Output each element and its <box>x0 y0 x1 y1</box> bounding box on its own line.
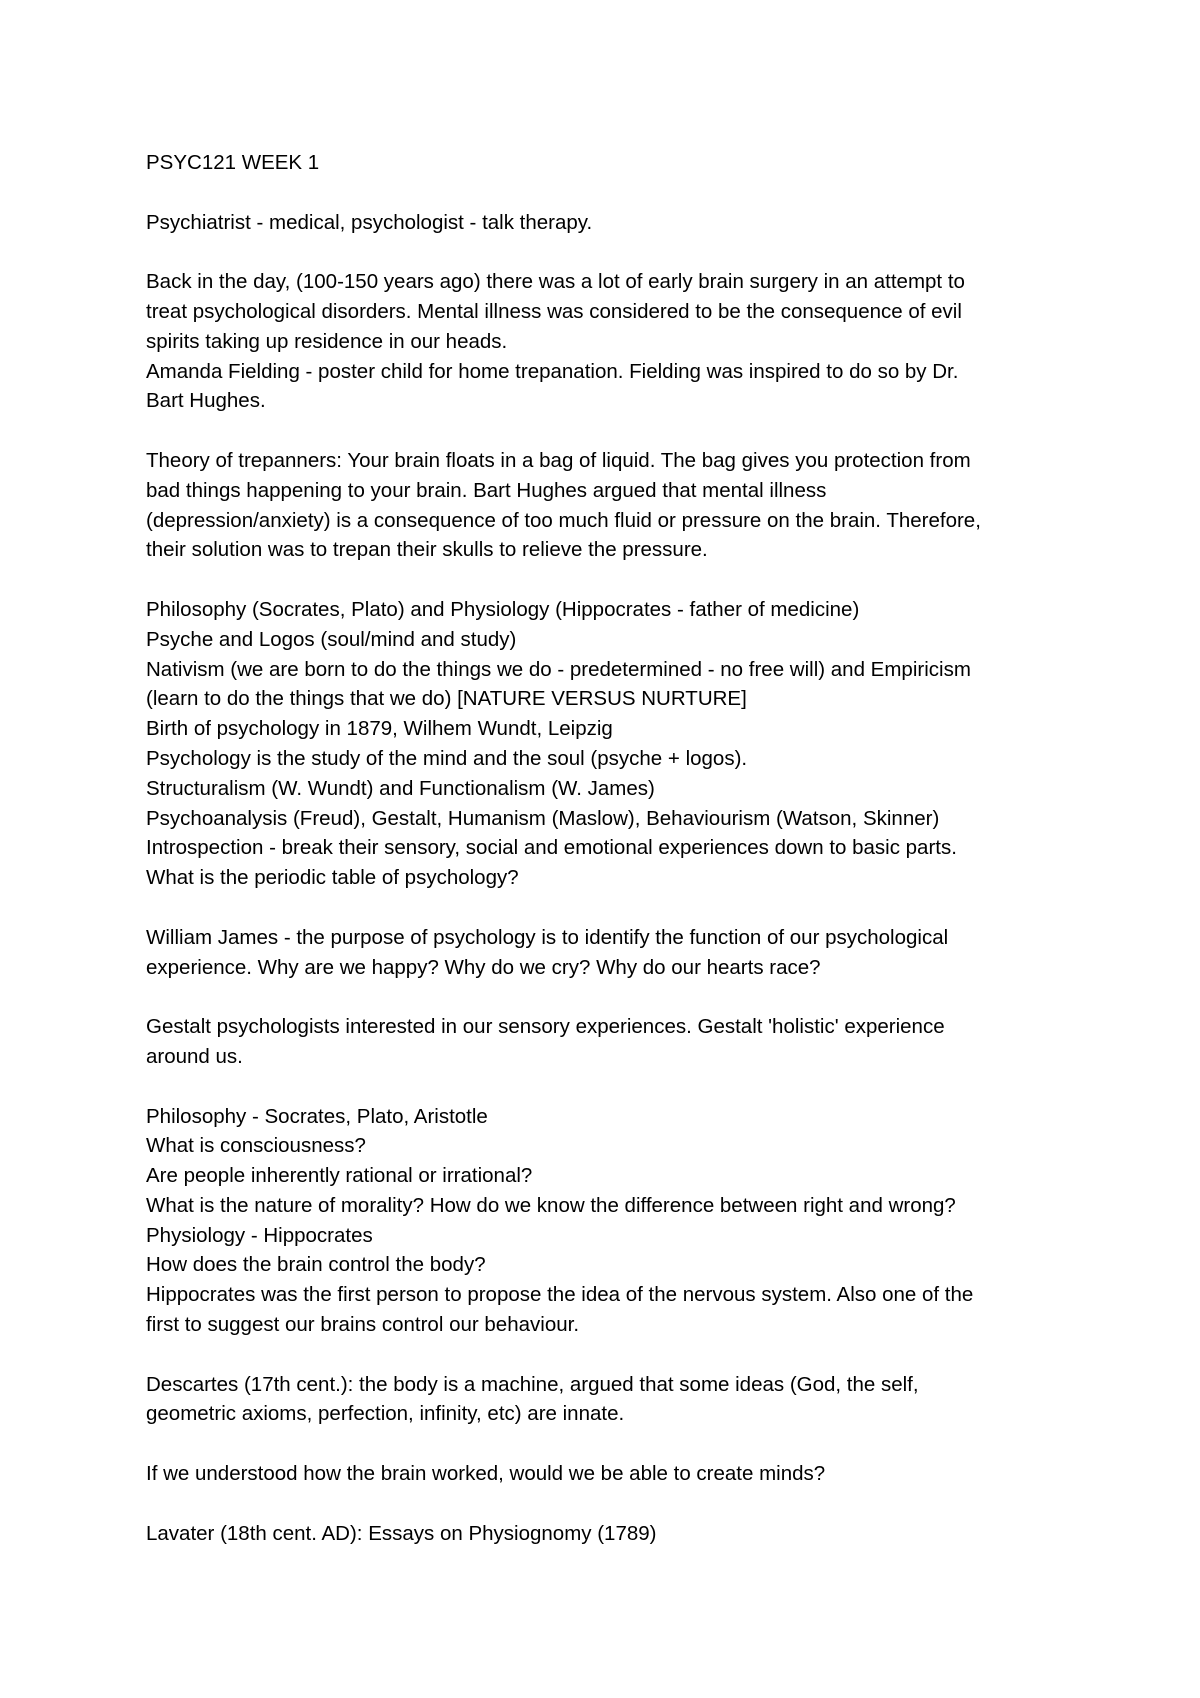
text-line: geometric axioms, perfection, infinity, etc) are innate. <box>146 1402 625 1426</box>
text-line: Psyche and Logos (soul/mind and study) <box>146 627 517 651</box>
paragraph <box>146 595 1076 893</box>
text-line: Nativism (we are born to do the things we do - predetermined - no free will) and Empiricism <box>146 657 971 681</box>
paragraph-spacer <box>146 1429 1076 1459</box>
text-line: Gestalt psychologists interested in our sensory experiences. Gestalt 'holistic' experience <box>146 1015 945 1039</box>
paragraph-spacer <box>146 893 1076 923</box>
text-line: Theory of trepanners: Your brain floats in a bag of liquid. The bag gives you protection from <box>146 448 971 472</box>
text-line: Psychoanalysis (Freud), Gestalt, Humanism (Maslow), Behaviourism (Watson, Skinner) <box>146 806 940 830</box>
text-line: Lavater (18th cent. AD): Essays on Physiognomy (1789) <box>146 1521 657 1545</box>
text-line: How does the brain control the body? <box>146 1253 486 1277</box>
text-line: treat psychological disorders. Mental illness was considered to be the consequence of evil <box>146 299 962 323</box>
text-line: William James - the purpose of psychology is to identify the function of our psychological <box>146 925 949 949</box>
text-line: Back in the day, (100-150 years ago) there was a lot of early brain surgery in an attempt to <box>146 270 965 294</box>
text-line: Structuralism (W. Wundt) and Functionalism (W. James) <box>146 776 655 800</box>
paragraph-spacer <box>146 237 1076 267</box>
text-line: Philosophy - Socrates, Plato, Aristotle <box>146 1104 488 1128</box>
text-line: What is the nature of morality? How do we know the difference between right and wrong? <box>146 1193 956 1217</box>
paragraph-spacer <box>146 416 1076 446</box>
paragraph-spacer <box>146 178 1076 208</box>
document-title: PSYC121 WEEK 1 <box>146 151 320 174</box>
paragraph <box>146 1370 1076 1430</box>
text-line: bad things happening to your brain. Bart Hughes argued that mental illness <box>146 478 827 502</box>
paragraph <box>146 1102 1076 1340</box>
text-line: Amanda Fielding - poster child for home trepanation. Fielding was inspired to do so by Dr. <box>146 359 959 383</box>
paragraph-spacer <box>146 1072 1076 1102</box>
text-line: (depression/anxiety) is a consequence of too much fluid or pressure on the brain. Therefore, <box>146 508 981 532</box>
text-line: Birth of psychology in 1879, Wilhem Wundt, Leipzig <box>146 717 613 741</box>
text-line: Bart Hughes. <box>146 389 266 413</box>
paragraph <box>146 1519 1076 1549</box>
text-line: spirits taking up residence in our heads. <box>146 329 508 353</box>
text-line: If we understood how the brain worked, would we be able to create minds? <box>146 1462 826 1486</box>
text-line: Philosophy (Socrates, Plato) and Physiology (Hippocrates - father of medicine) <box>146 597 860 621</box>
paragraph <box>146 208 1076 238</box>
text-line: Physiology - Hippocrates <box>146 1223 373 1247</box>
paragraph-spacer <box>146 1340 1076 1370</box>
paragraph-spacer <box>146 565 1076 595</box>
paragraph-spacer <box>146 982 1076 1012</box>
text-line: (learn to do the things that we do) [NATURE VERSUS NURTURE] <box>146 687 747 711</box>
text-line: Psychology is the study of the mind and the soul (psyche + logos). <box>146 746 748 770</box>
paragraph <box>146 267 1076 416</box>
text-line: Descartes (17th cent.): the body is a machine, argued that some ideas (God, the self, <box>146 1372 919 1396</box>
paragraph-spacer <box>146 1489 1076 1519</box>
text-line: What is the periodic table of psychology? <box>146 866 519 890</box>
document-body <box>146 148 1076 1548</box>
paragraph <box>146 1012 1076 1072</box>
paragraph <box>146 1459 1076 1489</box>
text-line: Introspection - break their sensory, social and emotional experiences down to basic parts. <box>146 836 957 860</box>
text-line: Psychiatrist - medical, psychologist - talk therapy. <box>146 210 593 234</box>
text-line: around us. <box>146 1044 243 1068</box>
text-line: their solution was to trepan their skulls to relieve the pressure. <box>146 538 708 562</box>
paragraph <box>146 446 1076 565</box>
paragraph <box>146 923 1076 983</box>
text-line: experience. Why are we happy? Why do we cry? Why do our hearts race? <box>146 955 821 979</box>
text-line: first to suggest our brains control our behaviour. <box>146 1313 580 1337</box>
text-line: Are people inherently rational or irrational? <box>146 1164 533 1188</box>
text-line: Hippocrates was the first person to propose the idea of the nervous system. Also one of the <box>146 1283 974 1307</box>
text-line: What is consciousness? <box>146 1134 366 1158</box>
